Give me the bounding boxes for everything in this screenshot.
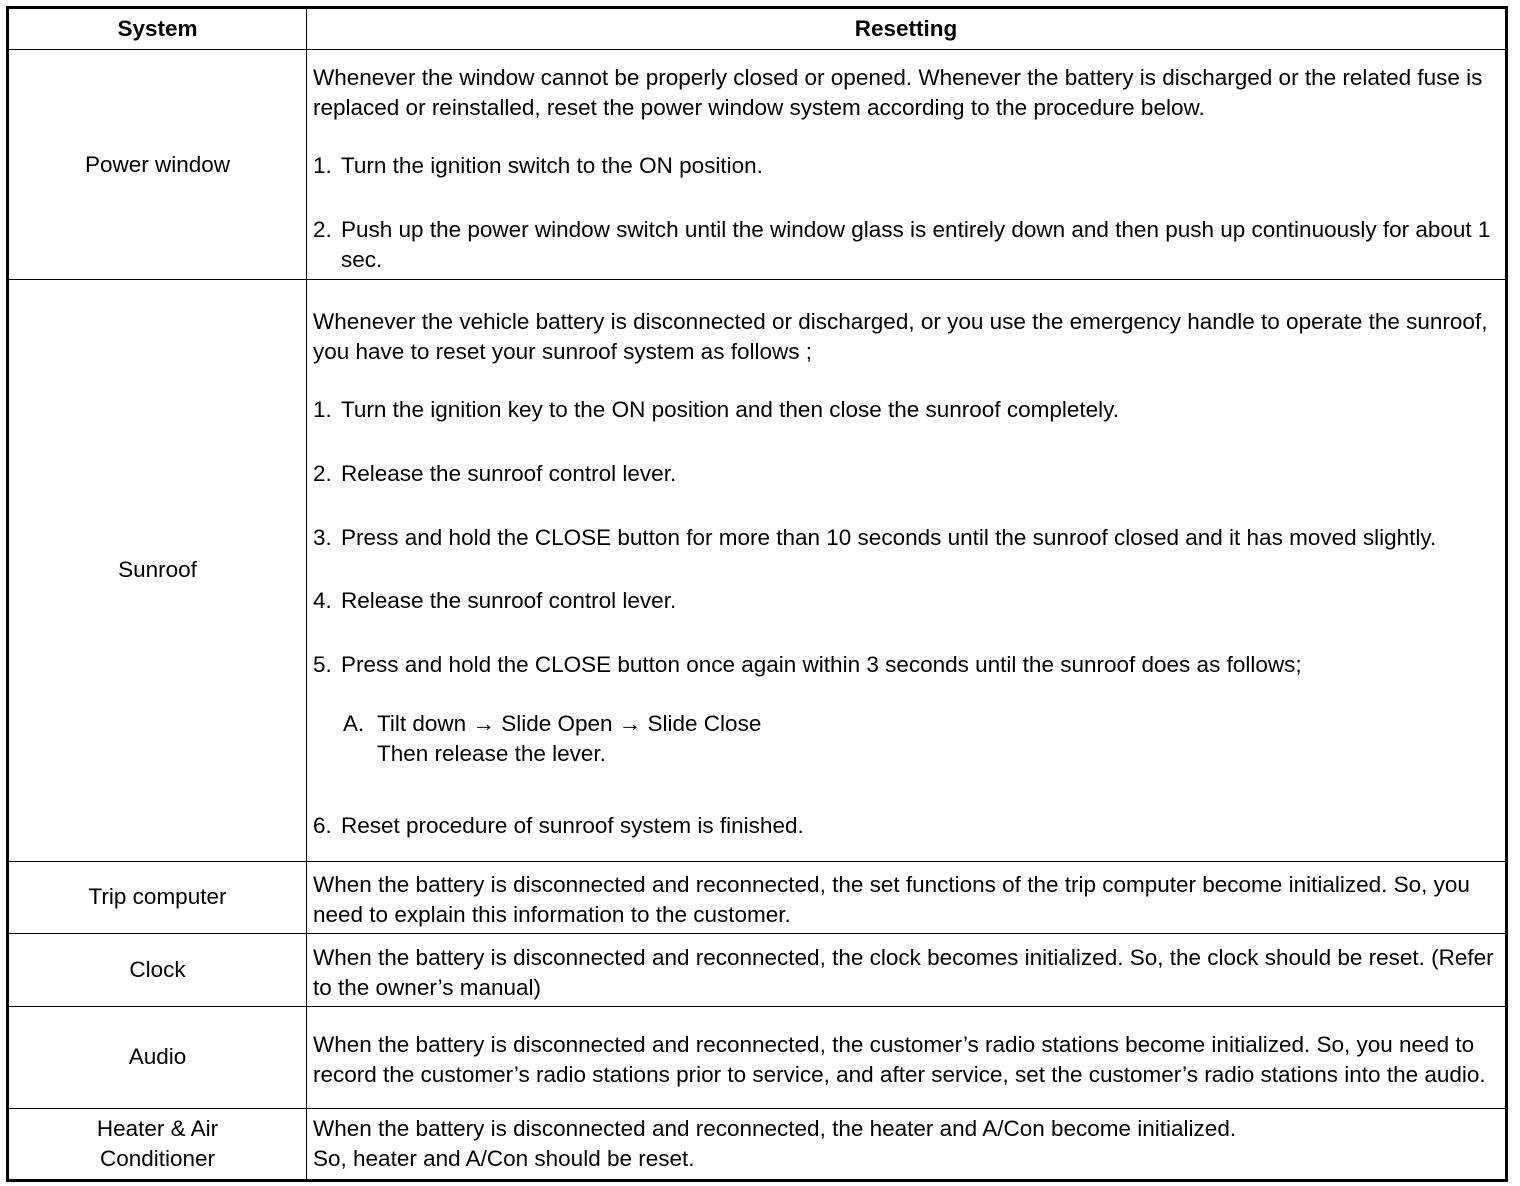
substep-letter: A. <box>343 710 365 736</box>
step-text: Turn the ignition switch to the ON position. <box>341 152 763 178</box>
table-header-row <box>8 8 1507 50</box>
table-row-audio <box>8 1006 1507 1108</box>
step-text: Push up the power window switch until the window glass is entirely down and then push up continuously for about 1 sec. <box>341 216 1491 272</box>
clock-text: When the battery is disconnected and reconnected, the clock becomes initialized. So, the clock should be reset. (Refer to the owner’s manual) <box>313 944 1494 1000</box>
resetting-clock <box>307 933 1507 1006</box>
table-row-power-window <box>8 50 1507 280</box>
system-sunroof: Sunroof <box>8 280 307 861</box>
step-text: Turn the ignition key to the ON position and then close the sunroof completely. <box>341 396 1119 422</box>
resetting-power-window <box>307 50 1507 280</box>
resetting-sunroof <box>307 280 1507 861</box>
step-number: 3. <box>313 524 332 550</box>
sunroof-step-2 <box>313 459 1497 489</box>
audio-text: When the battery is disconnected and reconnected, the customer’s radio stations become initialized. So, you need to record the customer’s radio stations prior to service, and after service, set the customer’s radio stations into the audio. <box>313 1032 1486 1088</box>
table-row-heater <box>8 1108 1507 1180</box>
system-heater-air-conditioner <box>8 1108 307 1180</box>
substep-line-1: Tilt down → Slide Open → Slide Close <box>377 710 762 736</box>
step-text: Reset procedure of sunroof system is finished. <box>341 812 804 838</box>
sunroof-step-6 <box>313 811 1497 841</box>
sunroof-step-1 <box>313 395 1497 425</box>
sunroof-step-3 <box>313 523 1497 553</box>
power-window-step-2 <box>313 215 1497 275</box>
heater-text-line-2: So, heater and A/Con should be reset. <box>313 1145 695 1171</box>
step-number: 2. <box>313 460 332 486</box>
power-window-intro: Whenever the window cannot be properly closed or opened. Whenever the battery is discharged or the related fuse is replaced or reinstalled, reset the power window system according to the procedure below. <box>313 64 1483 120</box>
table-row-trip-computer <box>8 861 1507 933</box>
table-row-sunroof <box>8 280 1507 861</box>
step-number: 2. <box>313 216 332 242</box>
power-window-step-1 <box>313 151 1497 181</box>
step-number: 1. <box>313 152 332 178</box>
step-text: Release the sunroof control lever. <box>341 460 677 486</box>
substep-text <box>377 709 1497 769</box>
system-audio: Audio <box>8 1006 307 1108</box>
step-number: 6. <box>313 812 332 838</box>
sunroof-step-5 <box>313 650 1497 680</box>
substep-line-2: Then release the lever. <box>377 740 606 766</box>
heater-text-line-1: When the battery is disconnected and reconnected, the heater and A/Con become initialized. <box>313 1115 1237 1141</box>
resetting-trip-computer <box>307 861 1507 933</box>
table-row-clock <box>8 933 1507 1006</box>
step-number: 1. <box>313 396 332 422</box>
system-trip-computer: Trip computer <box>8 861 307 933</box>
system-power-window: Power window <box>8 50 307 280</box>
sunroof-substep-a <box>343 709 1497 769</box>
step-number: 4. <box>313 587 332 613</box>
trip-computer-text: When the battery is disconnected and reconnected, the set functions of the trip computer become initialized. So, you need to explain this information to the customer. <box>313 872 1470 928</box>
resetting-heater <box>307 1108 1507 1180</box>
system-reset-table <box>6 6 1508 1182</box>
step-number: 5. <box>313 651 332 677</box>
step-text: Press and hold the CLOSE button once again within 3 seconds until the sunroof does as follows; <box>341 651 1302 677</box>
sunroof-step-4 <box>313 586 1497 616</box>
step-text: Press and hold the CLOSE button for more than 10 seconds until the sunroof closed and it has moved slightly. <box>341 524 1437 550</box>
header-system: System <box>8 8 307 50</box>
step-text: Release the sunroof control lever. <box>341 587 677 613</box>
header-resetting: Resetting <box>307 8 1507 50</box>
system-heater-line-1: Heater & Air <box>96 1115 219 1141</box>
resetting-audio <box>307 1006 1507 1108</box>
system-heater-line-2: Conditioner <box>99 1145 216 1171</box>
system-clock: Clock <box>8 933 307 1006</box>
sunroof-intro: Whenever the vehicle battery is disconnected or discharged, or you use the emergency handle to operate the sunroof, you have to reset your sunroof system as follows ; <box>313 308 1488 364</box>
